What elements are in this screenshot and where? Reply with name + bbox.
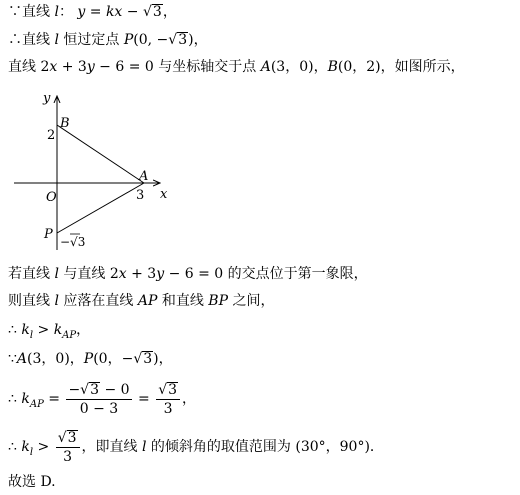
line-1: ∵直线 l： y = kx − √3，: [8, 4, 177, 20]
tick-p-label: −√3: [60, 235, 86, 249]
line-5: 则直线 l 应落在直线 AP 和直线 BP 之间，: [8, 293, 275, 309]
coordinate-figure: [10, 88, 190, 253]
tick-a-label: 3: [136, 188, 145, 203]
tick-b-label: 2: [47, 128, 56, 143]
line-ap: [57, 183, 144, 233]
line-8: ∴ $k_{AP}$ = $\frac{-√3 - 0}{0 - 3}$ = $\frac{√3}{3}$ ，: [8, 381, 197, 417]
fraction-slope: $\frac{-√3 - 0}{0 - 3}$: [68, 381, 130, 417]
line-7: ∵A(3，0)，P(0，−√3)，: [8, 351, 173, 367]
line-2: ∴直线 l 恒过定点 P(0, −√3)，: [8, 32, 208, 48]
origin-label: O: [46, 190, 57, 205]
line-9: ∴ $k_l$ > $\frac{√3}{3}$ ，即直线 l 的倾斜角的取值范围为 (30°，90°)．: [8, 429, 384, 465]
line-6: ∴ $k_l > k_{AP}$，: [8, 322, 91, 341]
fraction-result: $\frac{√3}{3}$: [156, 381, 180, 418]
y-axis-label: y: [43, 91, 51, 106]
point-a-label: A: [139, 169, 149, 184]
fraction-bound: $\frac{√3}{3}$: [56, 429, 80, 466]
point-p-label: P: [44, 227, 53, 242]
because-symbol: ∵: [8, 4, 22, 20]
line-4: 若直线 l 与直线 2x + 3y − 6 = 0 的交点位于第一象限，: [8, 266, 368, 282]
line-10: 故选 D.: [8, 474, 56, 490]
x-axis-label: x: [160, 187, 168, 202]
point-b-label: B: [60, 116, 70, 131]
line-ab: [57, 125, 144, 183]
line-3: 直线 2x + 3y − 6 = 0 与坐标轴交于点 A(3，0)，B(0，2)，如图所示，: [8, 59, 465, 75]
